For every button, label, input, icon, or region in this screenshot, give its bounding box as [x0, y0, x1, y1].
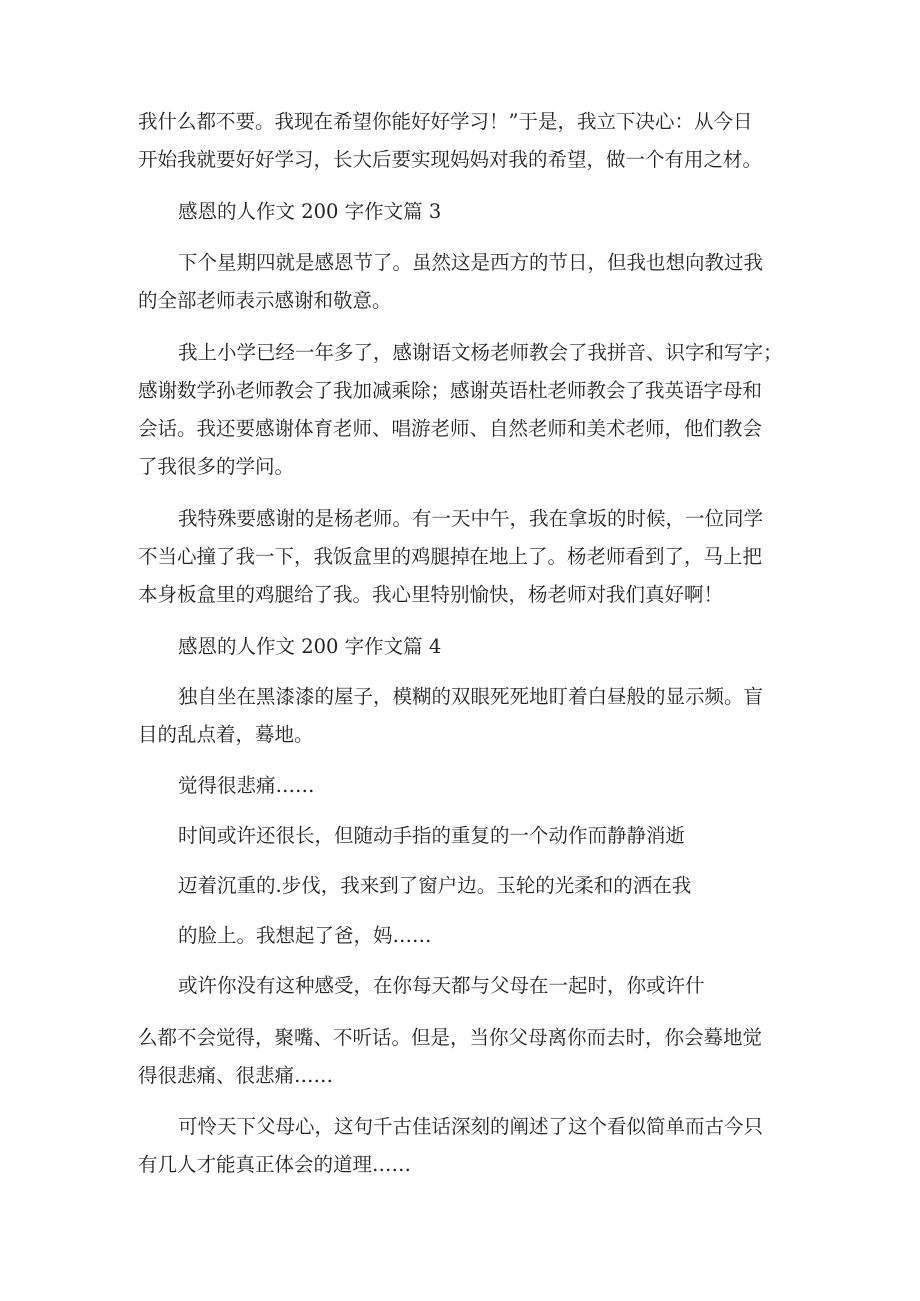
paragraph: [138, 767, 788, 805]
text-line: 迈着沉重的.步伐，我来到了窗户边。玉轮的光柔和的洒在我: [178, 874, 692, 897]
text-line: 我特殊要感谢的是杨老师。有一天中午，我在拿坂的时候，一位同学: [178, 507, 764, 530]
text-line: 独自坐在黑漆漆的屋子，模糊的双眼死死地盯着白昼般的显示频。盲: [178, 685, 764, 708]
text-line: 感谢数学孙老师教会了我加减乘除；感谢英语杜老师教会了我英语字母和: [138, 379, 763, 402]
text-line: 不当心撞了我一下，我饭盒里的鸡腿掉在地上了。杨老师看到了，马上把: [138, 545, 763, 568]
paragraph: [138, 967, 788, 1005]
text-line: 我上小学已经一年多了，感谢语文杨老师教会了我拼音、识字和写字；: [178, 341, 783, 364]
paragraph: [138, 500, 788, 614]
section-heading-3: [138, 193, 828, 231]
paragraph: [138, 1108, 788, 1184]
text-line: 会话。我还要感谢体育老师、唱游老师、自然老师和美术老师，他们教会: [138, 417, 763, 440]
text-line: 觉得很悲痛……: [178, 774, 315, 797]
text-line: 下个星期四就是感恩节了。虽然这是西方的节日，但我也想向教过我: [178, 251, 764, 274]
paragraph: [138, 334, 788, 486]
heading-text: 感恩的人作文 200 字作文篇 3: [178, 200, 442, 223]
paragraph: [138, 678, 788, 754]
text-line: 的脸上。我想起了爸，妈……: [178, 924, 432, 947]
text-line: 目的乱点着，蓦地。: [138, 723, 314, 746]
paragraph-continuation: [138, 103, 788, 179]
paragraph: [138, 917, 788, 955]
text-line: 可怜天下父母心，这句千古佳话深刻的阐述了这个看似简单而古今只: [178, 1115, 764, 1138]
text-line: 得很悲痛、很悲痛……: [138, 1064, 334, 1087]
paragraph: [138, 244, 788, 320]
section-heading-4: [138, 628, 828, 666]
text-line: 开始我就要好好学习，长大后要实现妈妈对我的希望，做一个有用之材。: [138, 148, 763, 171]
paragraph: [138, 817, 788, 855]
text-line: 么都不会觉得，聚嘴、不听话。但是，当你父母离你而去时，你会蓦地觉: [138, 1026, 763, 1049]
paragraph: [138, 1019, 788, 1095]
heading-text: 感恩的人作文 200 字作文篇 4: [178, 635, 442, 658]
text-line: 了我很多的学问。: [138, 455, 295, 478]
text-line: 或许你没有这种感受，在你每天都与父母在一起时，你或许什: [178, 974, 705, 997]
text-line: 的全部老师表示感谢和敬意。: [138, 289, 392, 312]
text-line: 有几人才能真正体会的道理……: [138, 1153, 412, 1176]
paragraph: [138, 867, 788, 905]
text-line: 时间或许还很长，但随动手指的重复的一个动作而静静消逝: [178, 824, 686, 847]
text-line: 本身板盒里的鸡腿给了我。我心里特别愉快，杨老师对我们真好啊！: [138, 583, 724, 606]
document-page: [138, 0, 788, 1301]
text-line: 我什么都不要。我现在希望你能好好学习！”于是，我立下决心：从今日: [138, 110, 753, 133]
